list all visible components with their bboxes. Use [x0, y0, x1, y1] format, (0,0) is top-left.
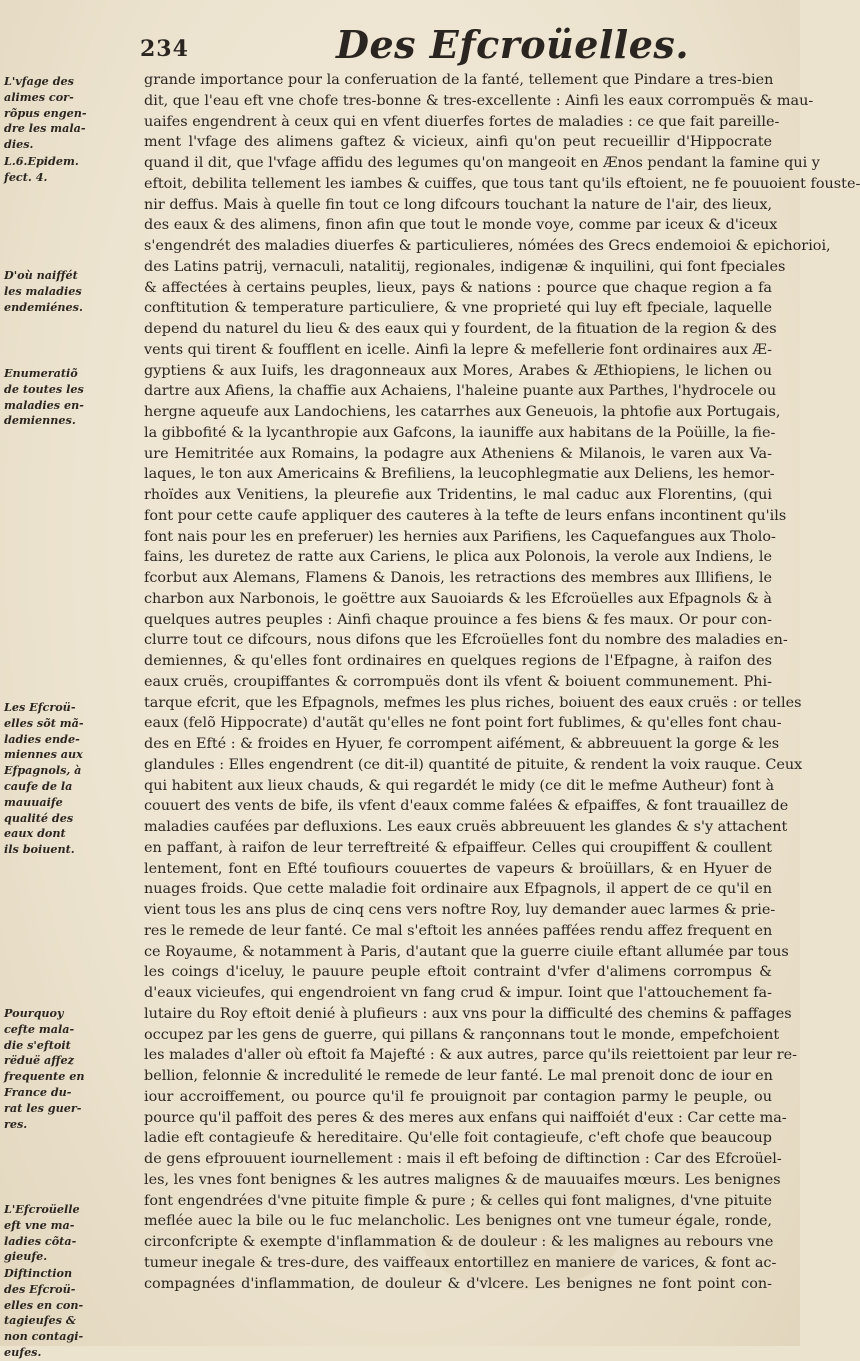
- text-line: circonfcripte & exempte d'inflammation & de douleur : & les malignes au rebours vne: [144, 1234, 774, 1250]
- text-line: quelques autres peuples : Ainfi chaque prouince a fes biens & fes maux. Or pour con-: [144, 611, 772, 628]
- text-line: tarque efcrit, que les Efpagnols, mefmes les plus riches, boiuent des eaux cruës : or telles: [144, 694, 802, 711]
- text-line: glandules : Elles engendrent (ce dit-il) quantité de pituite, & rendent la voix rauque. Ceux: [144, 756, 803, 773]
- text-line: fains, les duretez de ratte aux Cariens, le plica aux Polonois, la verole aux Indiens, le: [144, 549, 772, 566]
- text-line: laques, le ton aux Americains & Brefiliens, la leucophlegmatie aux Deliens, les hemor-: [144, 466, 775, 483]
- text-line: qui habitent aux lieux chauds, & qui regardét le midy (ce dit le mefme Autheur) font à: [144, 777, 775, 794]
- text-line: meflée auec la bile ou le fuc melancholic. Les benignes ont vne tumeur égale, ronde,: [144, 1213, 772, 1230]
- text-line: couuert des vents de bife, ils vfent d'eaux comme falées & efpaiffes, & font trauaillez de: [144, 798, 789, 815]
- text-line: clurre tout ce difcours, nous difons que les Efcroüelles font du nombre des maladies en-: [144, 632, 788, 649]
- text-line: eaux (felõ Hippocrate) d'autãt qu'elles ne font point fort fublimes, & qu'elles font chau-: [144, 715, 782, 732]
- text-line: ure Hemitritée aux Romains, la podagre aux Atheniens & Milanois, le varen aux Va-: [144, 445, 772, 462]
- text-line: grande importance pour la conferuation de la fanté, tellement que Pindare a tres-bien: [144, 72, 774, 88]
- margin-note: D'où naiffét les maladies endemiénes.: [4, 268, 83, 314]
- text-line: la gibbofité & la lycanthropie aux Gafcons, la iauniffe aux habitans de la Poüille, la fie-: [144, 424, 776, 441]
- text-line: bellion, felonnie & incredulité le remede de leur fanté. Le mal prenoit donc de iour en: [144, 1068, 773, 1084]
- text-line: dit, que l'eau eft vne chofe tres-bonne & tres-excellente : Ainfi les eaux corrompuës & mau-: [144, 92, 814, 109]
- text-line: fcorbut aux Alemans, Flamens & Danois, les retractions des membres aux Illifiens, le: [144, 570, 772, 586]
- margin-note: Les Efcroü- elles sõt mã- ladies ende- miennes aux Efpagnols, à caufe de la mauuaife qualité des eaux dont ils boiuent.: [4, 700, 84, 857]
- text-line: des Latins patrij, vernaculi, natalitij, regionales, indigenæ & inquilini, qui font fpeciales: [144, 258, 786, 275]
- text-line: & affectées à certains peuples, lieux, pays & nations : pource que chaque region a fa: [144, 279, 772, 296]
- body-text: [144, 70, 860, 1340]
- text-line: pource qu'il paffoit des peres & des meres aux enfans qui naiffoiét d'eux : Car cette ma-: [144, 1109, 787, 1126]
- text-line: font nais pour les en preferuer) les hernies aux Parifiens, les Caquefangues aux Tholo-: [144, 528, 776, 545]
- text-line: eftoit, debilita tellement les iambes & cuiffes, que tous tant qu'ils eftoient, ne fe pouuoient fouste-: [144, 175, 860, 192]
- text-line: conftitution & temperature particuliere, & vne proprieté qui luy eft fpeciale, laquelle: [144, 300, 772, 317]
- text-line: ment l'vfage des alimens gaftez & vicieux, ainfi qu'on peut recueillir d'Hippocrate: [144, 134, 772, 151]
- text-line: des en Efté : & froides en Hyuer, fe corrompent aifément, & abbreuuent la gorge & les: [144, 736, 780, 752]
- margin-note: L'Efcroüelle eft vne ma- ladies cõta- gieufe.: [4, 1202, 80, 1264]
- page-header: [140, 22, 740, 66]
- text-line: maladies caufées par defluxions. Les eaux cruës abbreuuent les glandes & s'y attachent: [144, 819, 788, 835]
- text-line: tumeur inegale & tres-dure, des vaiffeaux entortillez en maniere de varices, & font ac-: [144, 1254, 777, 1271]
- text-line: d'eaux vicieufes, qui engendroient vn fang crud & impur. Ioint que l'attouchement fa-: [144, 985, 772, 1001]
- text-line: iour accroiffement, ou pource qu'il fe prouignoit par contagion parmy le peuple, ou: [144, 1088, 772, 1105]
- text-line: font pour cette caufe appliquer des cauteres à la tefte de leurs enfans incontinent qu'ils: [144, 507, 787, 524]
- text-line: des eaux & des alimens, finon afin que tout le monde voye, comme par iceux & d'iceux: [144, 217, 778, 234]
- margin-note: L'vfage des alimes cor- rõpus engen- dre les mala- dies.: [4, 74, 87, 152]
- margin-note: Diftinction des Efcroü- elles en con- tagieufes & non contagi- eufes.: [4, 1266, 84, 1359]
- text-line: de gens efprouuent iournellement : mais il eft befoing de diftinction : Car des Efcroüel-: [144, 1151, 782, 1167]
- text-line: nir deffus. Mais à quelle fin tout ce long difcours touchant la nature de l'air, des lieux,: [144, 196, 773, 213]
- margin-note: L.6.Epidem. fect. 4.: [4, 154, 79, 184]
- page-number: 234: [140, 36, 189, 62]
- text-line: res le remede de leur fanté. Ce mal s'eftoit les années paffées rendu affez frequent en: [144, 922, 773, 939]
- margin-note: Pourquoy cefte mala- die s'eftoit rëduë affez frequente en France du- rat les guer- res.: [4, 1006, 85, 1131]
- text-line: dartre aux Afiens, la chaffie aux Achaiens, l'haleine puante aux Parthes, l'hydrocele ou: [144, 383, 777, 400]
- text-line: charbon aux Narbonois, le goëttre aux Sauoiards & les Efcroüelles aux Efpagnols & à: [144, 590, 772, 607]
- running-title: Des Efcroüelles.: [336, 22, 690, 67]
- text-line: hergne aqueufe aux Landochiens, les catarrhes aux Geneuois, la phtofie aux Portugais,: [144, 404, 781, 420]
- text-line: demiennes, & qu'elles font ordinaires en quelques regions de l'Efpagne, à raifon des: [144, 653, 772, 669]
- margin-note: Enumeratiõ de toutes les maladies en- demiennes.: [4, 366, 84, 428]
- text-line: vient tous les ans plus de cinq cens vers noftre Roy, luy demander auec larmes & prie-: [144, 902, 776, 918]
- text-line: vents qui tirent & foufflent en icelle. Ainfi la lepre & mefellerie font ordinaires aux Æ-: [144, 341, 772, 358]
- text-line: gyptiens & aux Iuifs, les dragonneaux aux Mores, Arabes & Æthiopiens, le lichen ou: [144, 362, 772, 379]
- text-line: compagnées d'inflammation, de douleur & d'vlcere. Les benignes ne font point con-: [144, 1275, 772, 1292]
- text-line: ladie eft contagieufe & hereditaire. Qu'elle foit contagieufe, c'eft chofe que beaucoup: [144, 1130, 772, 1147]
- text-line: font engendrées d'vne pituite fimple & pure ; & celles qui font malignes, d'vne pituite: [144, 1192, 772, 1209]
- text-line: ce Royaume, & notamment à Paris, d'autant que la guerre ciuile eftant allumée par tous: [144, 943, 789, 960]
- text-line: en paffant, à raifon de leur terreftreité & efpaiffeur. Celles qui croupiffent & coullent: [144, 839, 772, 856]
- text-line: eaux cruës, croupiffantes & corrompuës dont ils vfent & boiuent communement. Phi-: [144, 673, 772, 690]
- text-line: occupez par les gens de guerre, qui pillans & rançonnans tout le monde, empefchoient: [144, 1026, 780, 1043]
- text-line: uaifes engendrent à ceux qui en vfent diuerfes fortes de maladies : ce que fait pareille-: [144, 113, 780, 130]
- margin-notes: [4, 70, 146, 1359]
- text-line: les, les vnes font benignes & les autres malignes & de mauuaifes mœurs. Les benignes: [144, 1171, 781, 1188]
- text-line: rhoïdes aux Venitiens, la pleurefie aux Tridentins, le mal caduc aux Florentins, (qui: [144, 487, 772, 503]
- text-line: nuages froids. Que cette maladie foit ordinaire aux Efpagnols, il appert de ce qu'il en: [144, 881, 772, 898]
- text-line: les coings d'iceluy, le pauure peuple eftoit contraint d'vfer d'alimens corrompus &: [144, 964, 772, 981]
- text-line: quand il dit, que l'vfage affidu des legumes qu'on mangeoit en Ænos pendant la famine qui y: [144, 155, 820, 171]
- text-line: les malades d'aller où eftoit fa Majefté : & aux autres, parce qu'ils reiettoient par leur re-: [144, 1047, 797, 1064]
- text-line: lentement, font en Efté toufiours couuertes de vapeurs & broüillars, & en Hyuer de: [144, 860, 772, 877]
- text-line: depend du naturel du lieu & des eaux qui y fourdent, de la fituation de la region & des: [144, 321, 777, 337]
- text-line: lutaire du Roy eftoit denié à plufieurs : aux vns pour la difficulté des chemins & paffages: [144, 1005, 792, 1022]
- text-line: s'engendrét des maladies diuerfes & particulieres, nómées des Grecs endemoioi & epichorioi,: [144, 238, 831, 254]
